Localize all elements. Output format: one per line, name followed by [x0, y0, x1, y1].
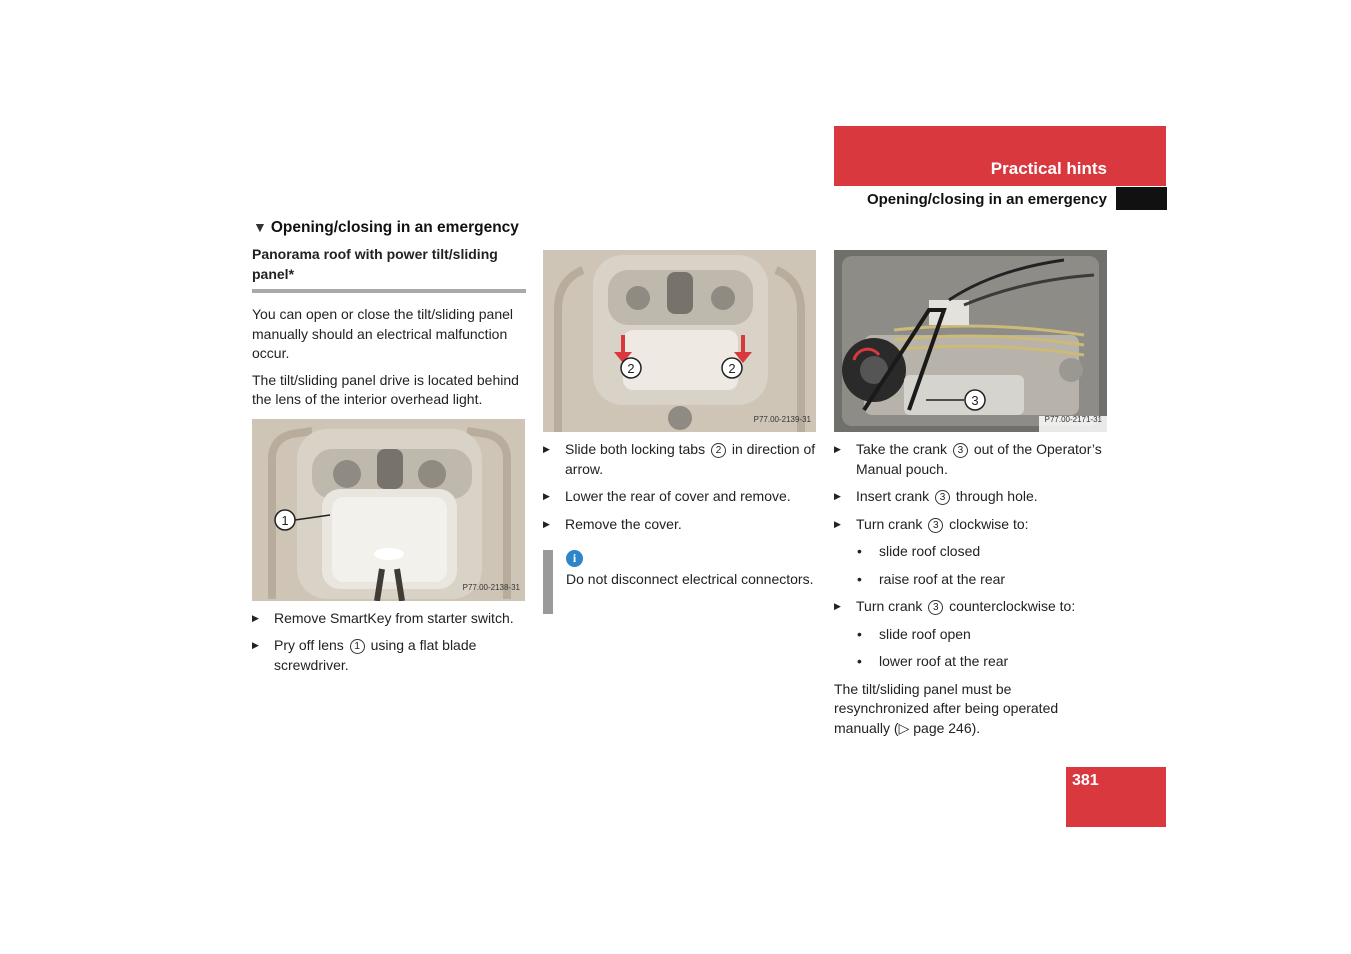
figure-label: P77.00-2138-31	[462, 583, 520, 592]
column-2	[543, 250, 817, 590]
triangle-down-icon: ▼	[253, 219, 267, 235]
triangle-right-icon: ▶	[834, 601, 841, 611]
triangle-right-icon: ▶	[834, 444, 841, 454]
section-title	[253, 219, 519, 237]
step-text-pre: Turn crank	[856, 515, 923, 532]
step-take-crank	[834, 440, 1109, 479]
note-text: Do not disconnect electrical connectors.	[566, 571, 814, 587]
step-pry-lens	[252, 636, 526, 675]
triangle-right-icon: ▶	[252, 640, 259, 650]
list-item-text: slide roof closed	[879, 543, 981, 559]
figure-overhead-light	[252, 419, 525, 601]
bullet-dot: •	[857, 653, 862, 669]
callout-ref: 3	[928, 518, 943, 533]
step-lower-rear	[543, 487, 817, 507]
callout-ref: 3	[953, 443, 968, 458]
list-item	[834, 652, 1109, 672]
step-text-post: using a flat blade screwdriver.	[274, 637, 477, 673]
callout-ref: 1	[350, 639, 365, 654]
overhead-light-illustration	[252, 419, 525, 601]
column-3	[834, 250, 1109, 745]
step-insert-crank	[834, 487, 1109, 507]
closing-text: The tilt/sliding panel must be resynchronized after being operated manually	[834, 680, 1059, 736]
step-text: Lower the rear of cover and remove.	[565, 488, 791, 504]
list-item-text: raise roof at the rear	[879, 570, 1006, 587]
chapter-title: Practical hints	[990, 159, 1107, 178]
step-text-post: clockwise to:	[949, 515, 1029, 532]
callout-2-right: 2	[728, 361, 736, 376]
locking-tabs-illustration	[543, 250, 816, 432]
triangle-right-icon: ▶	[834, 491, 841, 501]
figure-locking-tabs	[543, 250, 816, 432]
figure-label: P77.00-2171-31	[1044, 414, 1102, 424]
step-text-pre: Turn crank	[856, 598, 923, 614]
subheading: Panorama roof with power tilt/sliding panel*	[252, 245, 526, 293]
step-turn-clockwise	[834, 515, 1109, 535]
crank-illustration	[834, 250, 1107, 432]
step-text: Remove the cover.	[565, 515, 682, 532]
step-slide-tabs	[543, 440, 817, 479]
step-text-post: through hole.	[955, 488, 1038, 504]
location-paragraph: The tilt/sliding panel drive is located behind the lens of the interior overhead light.	[252, 371, 519, 407]
step-text-pre: Insert crank	[856, 488, 930, 504]
step-text-post: counterclockwise to:	[949, 598, 1076, 614]
list-item	[834, 570, 1109, 590]
section-title-text: Opening/closing in an emergency	[270, 219, 519, 236]
step-text-pre: Pry off lens	[274, 637, 344, 653]
intro-paragraph: You can open or close the tilt/sliding panel manually should an electrical malfunction occur.	[252, 306, 513, 361]
bullet-dot: •	[857, 570, 862, 587]
callout-ref: 2	[711, 443, 726, 458]
closing-paragraph	[834, 680, 1109, 739]
step-text: Remove SmartKey from starter switch.	[274, 609, 514, 626]
page-number: 381	[1072, 772, 1099, 789]
note-bar	[543, 550, 553, 614]
list-item-text: lower roof at the rear	[879, 653, 1009, 669]
step-text-post: out of the Operator’s Manual pouch.	[856, 441, 1102, 477]
page-number-box	[1066, 767, 1166, 827]
bullet-dot: •	[857, 543, 862, 559]
list-item-text: slide roof open	[879, 625, 971, 642]
list-item	[834, 625, 1109, 645]
list-item	[834, 542, 1109, 562]
step-remove-smartkey	[252, 609, 526, 629]
figure-label: P77.00-2139-31	[753, 414, 811, 424]
callout-3: 3	[971, 393, 979, 408]
info-icon: i	[566, 550, 583, 567]
triangle-right-icon: ▶	[543, 444, 550, 454]
step-turn-counterclockwise	[834, 597, 1109, 617]
callout-ref: 3	[928, 600, 943, 615]
step-remove-cover	[543, 515, 817, 535]
step-text-post: in direction of arrow.	[565, 441, 816, 477]
figure-crank	[834, 250, 1107, 432]
triangle-right-icon: ▶	[834, 518, 841, 529]
column-1	[252, 245, 526, 683]
callout-2-left: 2	[627, 361, 635, 376]
triangle-right-icon: ▶	[252, 612, 259, 623]
step-text-pre: Take the crank	[856, 441, 948, 457]
info-note	[543, 550, 817, 590]
callout-ref: 3	[935, 490, 950, 505]
section-header: Opening/closing in an emergency	[866, 191, 1107, 208]
triangle-right-icon: ▶	[543, 518, 550, 529]
callout-1: 1	[281, 512, 289, 528]
step-text-pre: Slide both locking tabs	[565, 441, 706, 457]
header-tab-marker	[1116, 187, 1167, 210]
page-reference-link[interactable]: (▷ page 246).	[893, 719, 981, 736]
bullet-dot: •	[857, 625, 862, 642]
triangle-right-icon: ▶	[543, 491, 550, 501]
